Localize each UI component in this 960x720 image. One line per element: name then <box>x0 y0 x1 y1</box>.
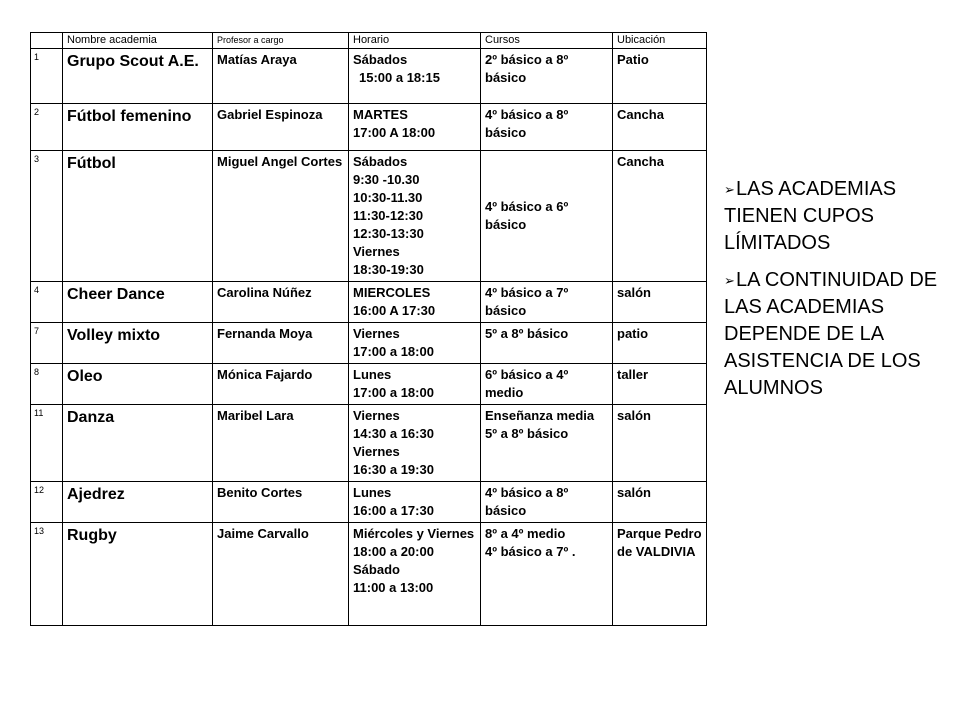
header-teacher: Profesor a cargo <box>213 33 349 49</box>
academy-name: Ajedrez <box>63 482 213 523</box>
schedule-cell <box>349 523 481 626</box>
header-courses: Cursos <box>481 33 613 49</box>
schedule-cell-line: 12:30-13:30 <box>353 226 424 241</box>
schedule-cell <box>349 482 481 523</box>
schedule-cell <box>349 49 481 104</box>
arrow-bullet-icon: ➢ <box>724 273 735 288</box>
schedule-cell <box>349 151 481 282</box>
schedule-cell-line: 16:00 a 17:30 <box>353 503 434 518</box>
courses-cell-line: 5º a 8º básico <box>485 426 569 441</box>
header-location: Ubicación <box>613 33 707 49</box>
schedule-cell-line: 11:00 a 13:00 <box>353 580 434 595</box>
schedule-cell-line: Viernes <box>353 244 400 259</box>
schedule-cell-line: Viernes <box>353 326 400 341</box>
academy-name: Rugby <box>63 523 213 626</box>
arrow-bullet-icon: ➢ <box>724 182 735 197</box>
schedule-cell-line: MIERCOLES <box>353 285 431 300</box>
schedule-cell <box>349 323 481 364</box>
row-number: 7 <box>31 323 63 364</box>
row-number: 8 <box>31 364 63 405</box>
location-cell: taller <box>613 364 707 405</box>
teacher-name: Maribel Lara <box>213 405 349 482</box>
courses-cell <box>481 482 613 523</box>
courses-cell <box>481 323 613 364</box>
schedule-cell-line: MARTES <box>353 107 408 122</box>
location-cell: salón <box>613 482 707 523</box>
academy-name: Fútbol femenino <box>63 104 213 151</box>
row-number: 12 <box>31 482 63 523</box>
academy-name: Cheer Dance <box>63 282 213 323</box>
courses-cell-line: 4º básico a 6º básico <box>485 199 569 232</box>
schedule-cell-line: 15:00 a 18:15 <box>359 70 440 85</box>
schedule-cell-line: 16:30 a 19:30 <box>353 462 434 477</box>
table-header-row <box>31 33 707 49</box>
header-schedule: Horario <box>349 33 481 49</box>
courses-cell-line: 4º básico a 8º básico <box>485 485 569 518</box>
schedule-cell-line: Miércoles y Viernes <box>353 526 475 541</box>
location-cell: patio <box>613 323 707 364</box>
academies-table <box>30 32 707 626</box>
location-cell: Patio <box>613 49 707 104</box>
courses-cell-line: 8º a 4º medio <box>485 526 566 541</box>
schedule-cell <box>349 104 481 151</box>
schedule-cell-line: Viernes <box>353 444 400 459</box>
courses-cell <box>481 364 613 405</box>
schedule-cell <box>349 405 481 482</box>
row-number: 11 <box>31 405 63 482</box>
header-num <box>31 33 63 49</box>
schedule-cell-line: Lunes <box>353 367 392 382</box>
schedule-cell-line: 11:30-12:30 <box>353 208 424 223</box>
header-academy: Nombre academia <box>63 33 213 49</box>
academy-name: Grupo Scout A.E. <box>63 49 213 104</box>
courses-cell <box>481 151 613 282</box>
teacher-name: Gabriel Espinoza <box>213 104 349 151</box>
row-number: 2 <box>31 104 63 151</box>
teacher-name: Miguel Angel Cortes <box>213 151 349 282</box>
row-number: 13 <box>31 523 63 626</box>
row-number: 4 <box>31 282 63 323</box>
courses-cell <box>481 405 613 482</box>
courses-cell-line: 2º básico a 8º básico <box>485 52 569 85</box>
academy-name: Fútbol <box>63 151 213 282</box>
location-cell: salón <box>613 405 707 482</box>
schedule-cell-line: Sábado <box>353 562 400 577</box>
row-number: 1 <box>31 49 63 104</box>
schedule-cell-line: Sábados <box>353 52 408 67</box>
courses-cell-line: 4º básico a 7º . <box>485 544 576 559</box>
note-item <box>724 176 954 257</box>
courses-cell-line: 4º básico a 8º básico <box>485 107 569 140</box>
schedule-cell-line: 17:00 a 18:00 <box>353 344 434 359</box>
notes-panel <box>724 176 954 412</box>
courses-cell <box>481 104 613 151</box>
schedule-cell-line: 16:00 A 17:30 <box>353 303 436 318</box>
table-row <box>31 523 707 626</box>
note-text: LA CONTINUIDAD DE LAS ACADEMIAS DEPENDE DE LA ASISTENCIA DE LOS ALUMNOS <box>724 269 938 399</box>
teacher-name: Benito Cortes <box>213 482 349 523</box>
table-row <box>31 364 707 405</box>
courses-cell-line: Enseñanza media <box>485 408 595 423</box>
schedule-cell-line: 18:00 a 20:00 <box>353 544 434 559</box>
academy-name: Volley mixto <box>63 323 213 364</box>
teacher-name: Matías Araya <box>213 49 349 104</box>
location-cell: Cancha <box>613 104 707 151</box>
academy-name: Danza <box>63 405 213 482</box>
schedule-cell-line: 18:30-19:30 <box>353 262 424 277</box>
table-body <box>31 33 707 626</box>
schedule-cell-line: 9:30 -10.30 <box>353 172 420 187</box>
table-row <box>31 49 707 104</box>
teacher-name: Carolina Núñez <box>213 282 349 323</box>
teacher-name: Jaime Carvallo <box>213 523 349 626</box>
schedule-cell-line: Lunes <box>353 485 392 500</box>
location-cell: salón <box>613 282 707 323</box>
schedule-cell <box>349 282 481 323</box>
table-row <box>31 482 707 523</box>
location-cell: Parque Pedro de VALDIVIA <box>613 523 707 626</box>
schedule-cell-line: Sábados <box>353 154 408 169</box>
table-row <box>31 282 707 323</box>
teacher-name: Fernanda Moya <box>213 323 349 364</box>
courses-cell <box>481 49 613 104</box>
courses-cell-line: 4º básico a 7º básico <box>485 285 569 318</box>
table-row <box>31 104 707 151</box>
table-row <box>31 151 707 282</box>
schedule-cell <box>349 364 481 405</box>
schedule-cell-line: 14:30 a 16:30 <box>353 426 434 441</box>
teacher-name: Mónica Fajardo <box>213 364 349 405</box>
academy-name: Oleo <box>63 364 213 405</box>
schedule-cell-line: 17:00 a 18:00 <box>353 385 434 400</box>
note-item <box>724 267 954 402</box>
schedule-cell-line: Viernes <box>353 408 400 423</box>
schedule-cell-line: 10:30-11.30 <box>353 190 423 205</box>
courses-cell <box>481 282 613 323</box>
location-cell: Cancha <box>613 151 707 282</box>
schedule-cell-line: 17:00 A 18:00 <box>353 125 436 140</box>
courses-cell-line: 6º básico a 4º medio <box>485 367 569 400</box>
courses-cell <box>481 523 613 626</box>
row-number: 3 <box>31 151 63 282</box>
courses-cell-line: 5º a 8º básico <box>485 326 569 341</box>
note-text: LAS ACADEMIAS TIENEN CUPOS LÍMITADOS <box>724 178 897 254</box>
table-row <box>31 405 707 482</box>
table-row <box>31 323 707 364</box>
